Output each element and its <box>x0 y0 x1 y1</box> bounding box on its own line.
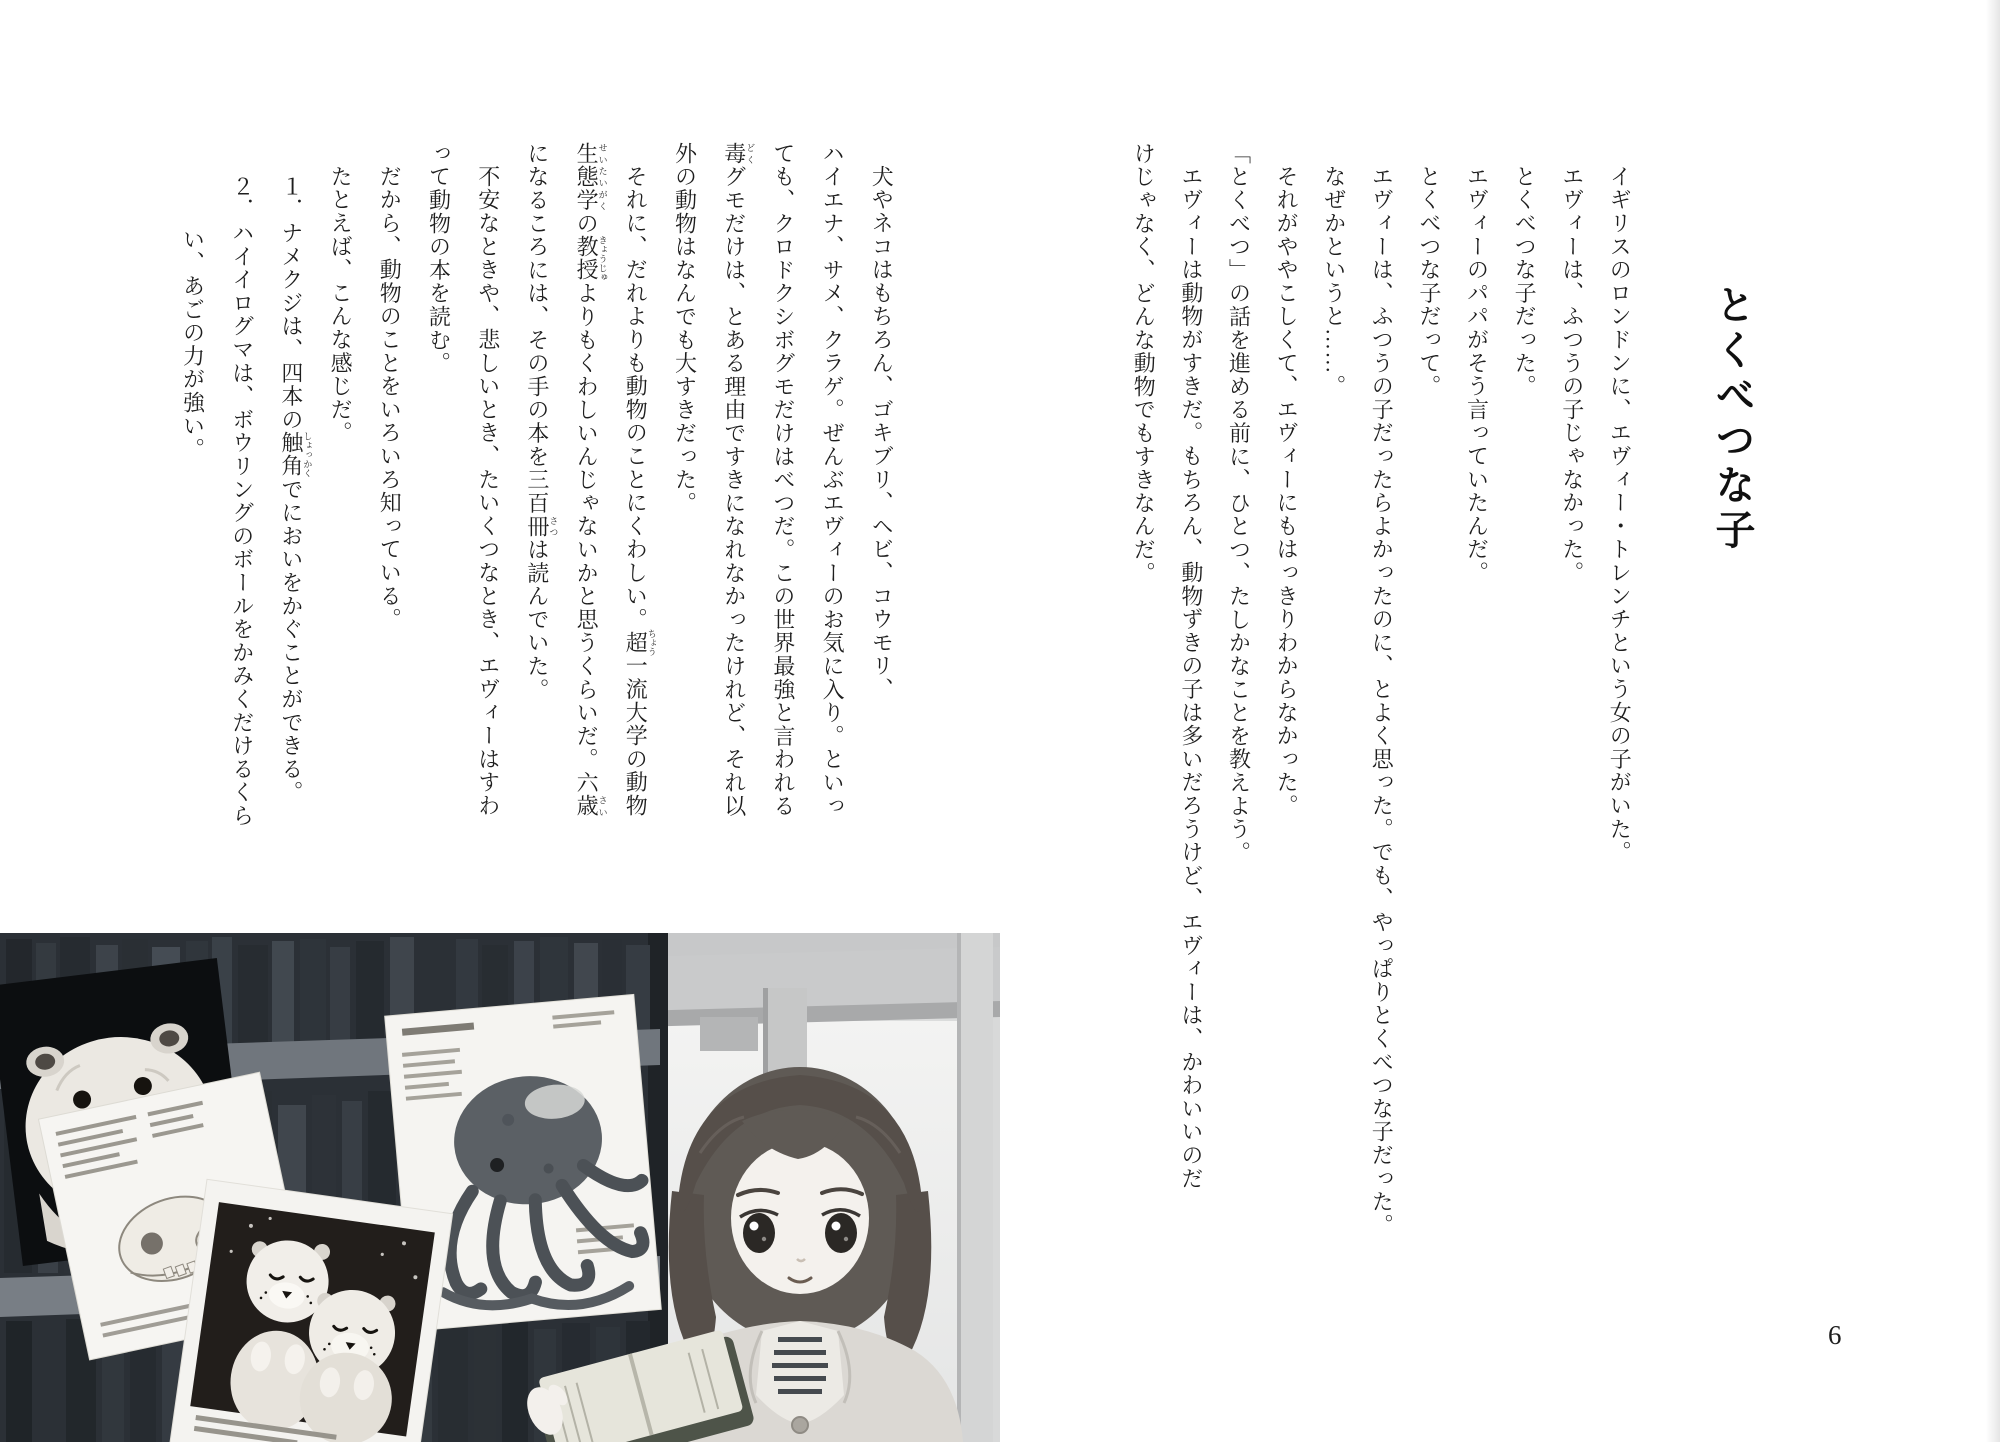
right_page-column-3: とくべつな子だった。 <box>1512 165 1538 398</box>
page-number: 6 <box>1828 1320 1842 1350</box>
left_page-column-15: い、あごの力が強い。 <box>180 228 206 461</box>
right_page-column-11: けじゃなく、どんな動物でもすきなんだ。 <box>1131 142 1157 585</box>
chapter-title: とくべつな子 <box>1710 284 1754 554</box>
right_page-column-8: それがややこしくて、エヴィーにもはっきりわからなかった。 <box>1274 165 1300 818</box>
right_page-column-5: とくべつな子だって。 <box>1416 165 1442 398</box>
left_page-column-14: ２．ハイイログマは、ボウリングのボールをかみくだけるくら <box>229 175 255 828</box>
left_page-column-3: ても、クロドクシボグモだけはべつだ。この世界最強と言われる <box>770 142 796 818</box>
left_page-column-11: だから、動物のことをいろいろ知っている。 <box>377 165 403 631</box>
right_page-column-4: エヴィーのパパがそう言っていたんだ。 <box>1464 165 1490 585</box>
left_page-column-5: 外の動物はなんでも大すきだった。 <box>672 142 698 515</box>
left_page-column-7: 生態学せいたいがくの教授きょうじゅよりもくわしいんじゃないかと思うくらいだ。六歳さい <box>574 142 608 818</box>
left_page-column-9: 不安なときや、悲しいとき、たいくつなとき、エヴィーはすわ <box>475 165 501 818</box>
right_page-column-6: エヴィーは、ふつうの子だったらよかったのに、とよく思った。でも、やっぱりとくべつな子だった。 <box>1369 165 1395 1237</box>
right_page-column-7: なぜかというと……。 <box>1321 165 1347 398</box>
left_page-column-10: って動物の本を読む。 <box>426 142 452 375</box>
left_page-column-8: になるころには、その手の本を三百冊さつは読んでいた。 <box>524 142 559 702</box>
page-edge-shading <box>1986 0 2000 1442</box>
right_page-column-1: イギリスのロンドンに、エヴィー・トレンチという女の子がいた。 <box>1607 165 1633 864</box>
otter-page <box>170 1179 453 1442</box>
story-illustration <box>0 933 1000 1442</box>
left_page-column-13: １．ナメクジは、四本の触角しょっかくでにおいをかぐことができる。 <box>278 175 313 805</box>
left_page-column-4: 毒どくグモだけは、とある理由ですきになれなかったけれど、それ以 <box>721 142 756 818</box>
right_page-column-2: エヴィーは、ふつうの子じゃなかった。 <box>1559 165 1585 585</box>
right_page-column-10: エヴィーは動物がすきだ。もちろん、動物ずきの子は多いだろうけど、エヴィーは、かわいいのだ <box>1178 165 1204 1191</box>
left_page-column-12: たとえば、こんな感じだ。 <box>328 165 354 445</box>
right_page-column-9: 「とくべつ」の話を進める前に、ひとつ、たしかなことを教えよう。 <box>1226 142 1252 865</box>
left_page-column-2: ハイエナ、サメ、クラゲ。ぜんぶエヴィーのお気に入り。といっ <box>820 142 846 818</box>
left_page-column-6: それに、だれよりも動物のことにくわしい。超ちょう一流大学の動物 <box>623 165 657 818</box>
left_page-column-1: 犬やネコはもちろん、ゴキブリ、ヘビ、コウモリ、 <box>869 165 895 701</box>
